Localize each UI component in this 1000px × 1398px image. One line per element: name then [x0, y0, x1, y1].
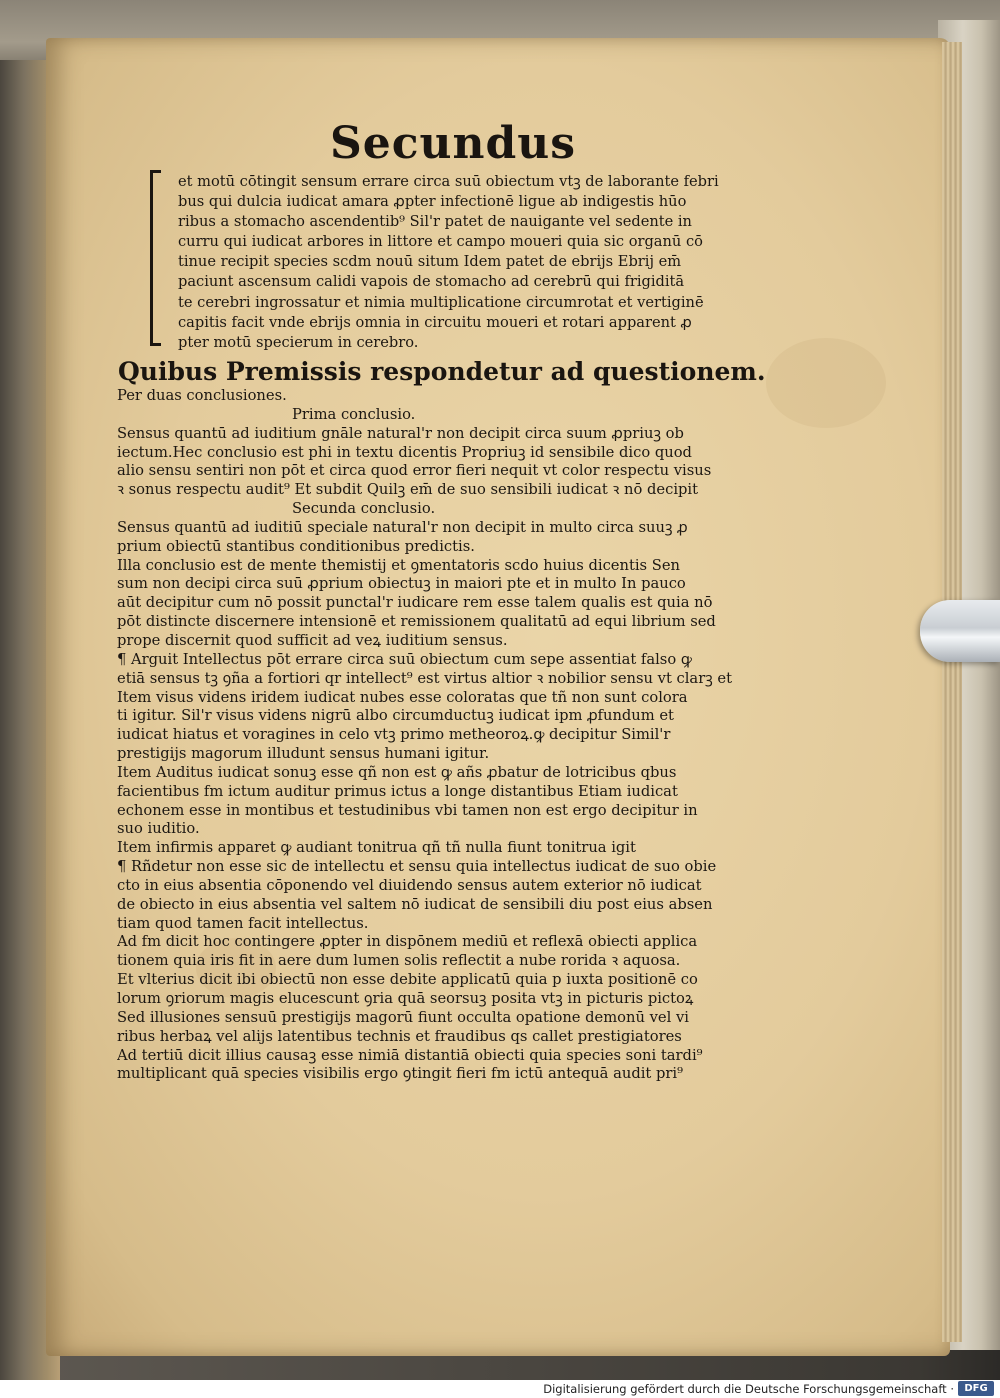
page-clip — [920, 600, 1000, 662]
text-line: prestigijs magorum illudunt sensus humani igitur. — [117, 745, 490, 763]
text-line: ribus a stomacho ascendentib⁹ Sil'r patet de nauigante vel sedente in — [178, 213, 692, 231]
text-paragraph-1 — [178, 172, 758, 353]
text-line: tinue recipit species scdm nouū situm Idem patet de ebrijs Ebrij em̄ — [178, 253, 682, 271]
text-line: Illa conclusio est de mente themistij et ꝯmentatoris scdo huius dicentis Sen — [117, 556, 680, 574]
text-line: ti igitur. Sil'r visus videns nigrū albo circumductuꝫ iudicat ipm ꝓfundum et — [117, 707, 674, 725]
funding-credit: Digitalisierung gefördert durch die Deutsche Forschungsgemeinschaft · — [543, 1382, 954, 1396]
text-line: tionem quia iris fit in aere dum lumen solis reflectit a nube rorida ꝛ aquosa. — [117, 952, 681, 970]
text-line: sum non decipi circa suū ꝓprium obiectuꝫ in maiori pte et in multo In pauco — [117, 575, 686, 593]
text-line: pter motū specierum in cerebro. — [178, 333, 419, 351]
text-line: Et vlterius dicit ibi obiectū non esse debite applicatū quia p iuxta positionē co — [117, 971, 698, 989]
text-line: Sed illusiones sensuū prestigijs magorū fiunt occulta opatione demonū vel vi — [117, 1008, 689, 1026]
text-line: alio sensu sentiri non pōt et circa quod error fieri nequit vt color respectu visus — [117, 462, 712, 480]
text-line: echonem esse in montibus et testudinibus vbi tamen non est ergo decipitur in — [117, 801, 698, 819]
text-line: Item visus videns iridem iudicat nubes esse coloratas que tñ non sunt colora — [117, 688, 688, 706]
text-line: prope discernit quod sufficit ad veꝝ iuditium sensus. — [117, 631, 508, 649]
text-line: Sensus quantū ad iuditium gnāle natural'r non decipit circa suum ꝓpriuꝫ ob — [117, 424, 684, 442]
text-line: te cerebri ingrossatur et nimia multiplicatione circumrotat et vertiginē — [178, 293, 704, 311]
dfg-logo: DFG — [958, 1381, 994, 1396]
text-line: Sensus quantū ad iuditiū speciale natural'r non decipit in multo circa suuꝫ ꝓ — [117, 518, 688, 536]
text-line: Ad fm dicit hoc contingere ꝓpter in dispōnem mediū et reflexā obiecti applica — [117, 933, 698, 951]
paper-stain — [766, 338, 886, 428]
text-line: multiplicant quā species visibilis ergo ꝯtingit fieri fm ictū antequā audit pri⁹ — [117, 1065, 683, 1083]
conclusion-heading: Prima conclusio. — [292, 405, 416, 423]
text-line: cto in eius absentia cōponendo vel diuidendo sensus autem exterior nō iudicat — [117, 876, 702, 894]
text-line: iectum.Hec conclusio est phi in textu dicentis Propriuꝫ id sensibile dico quod — [117, 443, 692, 461]
text-line: ¶ Arguit Intellectus pōt errare circa suū obiectum cum sepe assentiat falso ꝙ — [117, 650, 692, 668]
text-line: facientibus fm ictum auditur primus ictus a longe distantibus Etiam iudicat — [117, 782, 678, 800]
text-line: lorum ꝯriorum magis elucescunt ꝯria quā seorsuꝫ posita vtꝫ in picturis pictoꝝ — [117, 990, 694, 1007]
running-head: Secundus — [330, 118, 577, 169]
text-line: ¶ Rñdetur non esse sic de intellectu et sensu quia intellectus iudicat de suo obie — [117, 858, 717, 876]
text-line: paciunt ascensum calidi vapois de stomacho ad cerebrū qui frigiditā — [178, 273, 685, 291]
text-line: ribus herbaꝝ vel alijs latentibus technis et fraudibus qs callet prestigiatores — [117, 1027, 682, 1045]
text-line: bus qui dulcia iudicat amara ꝓpter infectionē ligue ab indigestis hūo — [178, 193, 687, 211]
text-line: ꝛ sonus respectu audit⁹ Et subdit Quilꝫ em̄ de suo sensibili iudicat ꝛ nō decipit — [117, 481, 699, 499]
text-paragraph-2 — [117, 387, 742, 1084]
text-line: tiam quod tamen facit intellectus. — [117, 914, 369, 932]
page-stack-edge — [942, 42, 962, 1342]
text-line: capitis facit vnde ebrijs omnia in circuitu moueri et rotari apparent ꝓ — [178, 313, 692, 331]
text-line: Per duas conclusiones. — [117, 387, 287, 404]
text-line: curru qui iudicat arbores in littore et campo moueri quia sic organū cō — [178, 233, 703, 251]
text-line: suo iuditio. — [117, 820, 200, 838]
conclusion-heading: Secunda conclusio. — [292, 500, 436, 518]
text-line: prium obiectū stantibus conditionibus predictis. — [117, 537, 475, 555]
section-heading: Quibus Premissis respondetur ad questionem. — [118, 357, 766, 386]
text-line: aūt decipitur cum nō possit punctal'r iudicare rem esse talem qualis est quia nō — [117, 594, 713, 612]
text-line: et motū cōtingit sensum errare circa suū obiectum vtꝫ de laborante febri — [178, 173, 719, 190]
text-line: pōt distincte discernere intensionē et remissionem qualitatū ad equi librium sed — [117, 613, 716, 631]
text-line: Ad tertiū dicit illius causaꝫ esse nimiā distantiā obiecti quia species soni tardi⁹ — [117, 1046, 703, 1064]
text-line: de obiecto in eius absentia vel saltem nō iudicat de sensibili diu post eius absen — [117, 895, 713, 913]
paragraph-bracket — [150, 170, 161, 346]
text-line: Item Auditus iudicat sonuꝫ esse qñ non est ꝙ añs ꝓbatur de lotricibus qbus — [117, 763, 677, 781]
text-line: etiā sensus tꝫ ꝯña a fortiori qr intellect⁹ est virtus altior ꝛ nobilior sensu vt clarꝫ et — [117, 669, 732, 687]
text-line: iudicat hiatus et voragines in celo vtꝫ primo metheoroꝝ.ꝙ decipitur Simil'r — [117, 726, 671, 744]
text-line: Item infirmis apparet ꝙ audiant tonitrua qñ tñ nulla fiunt tonitrua igit — [117, 839, 636, 857]
